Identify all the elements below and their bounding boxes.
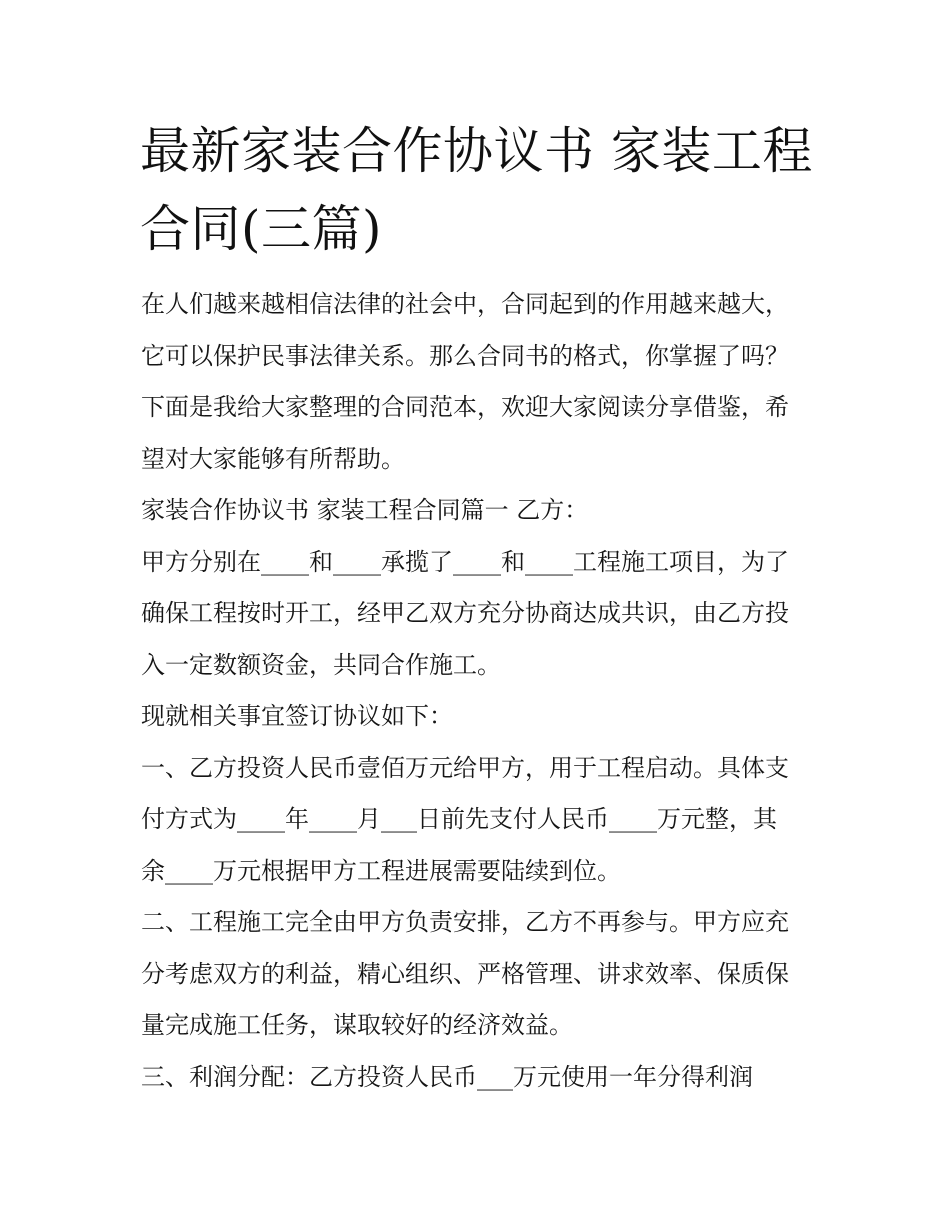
text-line: 一、乙方投资人民币壹佰万元给甲方，用于工程启动。具体支 <box>141 753 789 782</box>
title-line: 最新家装合作协议书 家装工程 <box>140 122 813 180</box>
text-line: 二、工程施工完全由甲方负责安排，乙方不再参与。甲方应充 <box>141 908 789 936</box>
document-body <box>141 279 831 1103</box>
clause-1 <box>141 743 831 898</box>
text-line: 在人们越来越相信法律的社会中，合同起到的作用越来越大， <box>141 290 789 318</box>
intro-paragraph <box>141 279 831 485</box>
section-heading <box>141 485 831 537</box>
agreement-lead <box>141 691 831 743</box>
clause-3 <box>141 1052 831 1104</box>
text-line: 家装合作协议书 家装工程合同篇一 乙方： <box>141 496 589 524</box>
text-line: 现就相关事宜签订协议如下： <box>141 702 453 730</box>
text-line: 分考虑双方的利益，精心组织、严格管理、讲求效率、保质保 <box>141 959 789 988</box>
text-line: 确保工程按时开工，经甲乙双方充分协商达成共识，由乙方投 <box>141 599 789 627</box>
preamble-paragraph <box>141 537 831 692</box>
title-line: 合同(三篇) <box>140 200 383 258</box>
text-line: 甲方分别在____和____承揽了____和____工程施工项目，为了 <box>141 547 789 576</box>
text-line: 望对大家能够有所帮助。 <box>141 444 405 473</box>
clause-2 <box>141 897 831 1052</box>
text-line: 下面是我给大家整理的合同范本，欢迎大家阅读分享借鉴，希 <box>141 393 789 421</box>
document-title <box>140 112 830 268</box>
text-line: 余____万元根据甲方工程进展需要陆续到位。 <box>141 856 621 885</box>
text-line: 付方式为____年____月___日前先支付人民币____万元整，其 <box>141 805 777 833</box>
text-line: 量完成施工任务，谋取较好的经济效益。 <box>141 1011 573 1039</box>
text-line: 它可以保护民事法律关系。那么合同书的格式，你掌握了吗？ <box>141 341 789 370</box>
text-line: 入一定数额资金，共同合作施工。 <box>141 650 501 679</box>
text-line: 三、利润分配：乙方投资人民币___万元使用一年分得利润 <box>141 1062 753 1091</box>
